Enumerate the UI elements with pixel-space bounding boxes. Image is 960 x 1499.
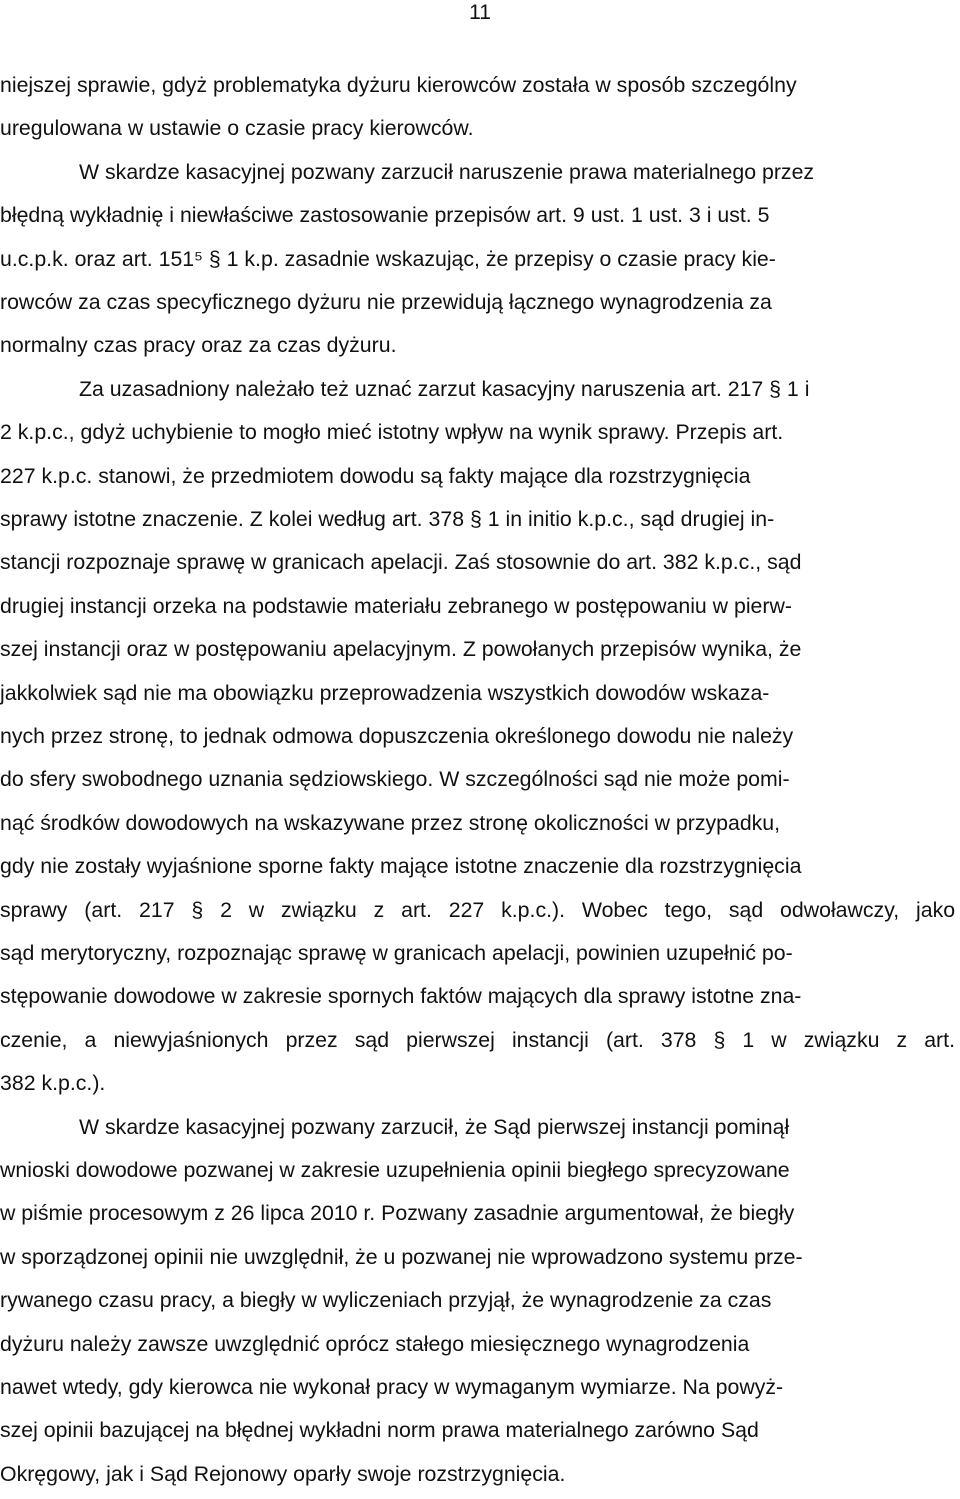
text-line: uregulowana w ustawie o czasie pracy kierowców. (0, 116, 474, 141)
text-line: rywanego czasu pracy, a biegły w wyliczeniach przyjął, że wynagrodzenie za czas (0, 1288, 772, 1313)
text-line: nąć środków dowodowych na wskazywane przez stronę okoliczności w przypadku, (0, 810, 781, 835)
text-line: normalny czas pracy oraz za czas dyżuru. (0, 333, 397, 358)
text-line: jakkolwiek sąd nie ma obowiązku przeprowadzenia wszystkich dowodów wskaza- (0, 680, 770, 705)
text-line: W skardze kasacyjnej pozwany zarzucił naruszenie prawa materialnego przez (79, 159, 815, 184)
text-line: do sfery swobodnego uznania sędziowskiego. W szczególności sąd nie może pomi- (0, 767, 790, 792)
text-line: u.c.p.k. oraz art. 151⁵ § 1 k.p. zasadnie wskazując, że przepisy o czasie pracy kie- (0, 246, 776, 271)
text-line: gdy nie zostały wyjaśnione sporne fakty mające istotne znaczenie dla rozstrzygnięcia (0, 854, 802, 879)
text-line: W skardze kasacyjnej pozwany zarzucił, że Sąd pierwszej instancji pominął (79, 1114, 790, 1139)
text-line: 2 k.p.c., gdyż uchybienie to mogło mieć istotny wpływ na wynik sprawy. Przepis art. (0, 420, 784, 445)
text-line: 227 k.p.c. stanowi, że przedmiotem dowodu są fakty mające dla rozstrzygnięcia (0, 463, 751, 488)
text-line: wnioski dowodowe pozwanej w zakresie uzupełnienia opinii biegłego sprecyzowane (0, 1158, 790, 1182)
text-line: nawet wtedy, gdy kierowca nie wykonał pracy w wymaganym wymiarze. Na powyż- (0, 1375, 784, 1399)
text-line: szej opinii bazującej na błędnej wykładni norm prawa materialnego zarówno Sąd (0, 1418, 759, 1443)
text-line: drugiej instancji orzeka na podstawie materiału zebranego w postępowaniu w pierw- (0, 593, 792, 618)
text-line: Okręgowy, jak i Sąd Rejonowy oparły swoje rozstrzygnięcia. (0, 1461, 566, 1486)
text-line: rowców za czas specyficznego dyżuru nie przewidują łącznego wynagrodzenia za (0, 290, 772, 314)
text-line: szej instancji oraz w postępowaniu apelacyjnym. Z powołanych przepisów wynika, że (0, 637, 802, 662)
text-line: błędną wykładnię i niewłaściwe zastosowanie przepisów art. 9 ust. 1 ust. 3 i ust. 5 (0, 203, 770, 228)
text-line: sprawy istotne znaczenie. Z kolei według art. 378 § 1 in initio k.p.c., sąd drugiej in- (0, 507, 775, 531)
text-line: nych przez stronę, to jednak odmowa dopuszczenia określonego dowodu nie należy (0, 724, 794, 748)
text-line: 382 k.p.c.). (0, 1071, 106, 1096)
page-number: 11 (469, 1, 491, 24)
text-line: w sporządzonej opinii nie uwzględnił, że u pozwanej nie wprowadzono systemu prze- (0, 1244, 803, 1269)
text-line: sąd merytoryczny, rozpoznając sprawę w granicach apelacji, powinien uzupełnić po- (0, 941, 793, 965)
text-line: Za uzasadniony należało też uznać zarzut kasacyjny naruszenia art. 217 § 1 i (79, 376, 810, 401)
text-line: w piśmie procesowym z 26 lipca 2010 r. Pozwany zasadnie argumentował, że biegły (0, 1201, 795, 1226)
text-line: stępowanie dowodowe w zakresie spornych faktów mających dla sprawy istotne zna- (0, 984, 802, 1009)
text-line: sprawy (art. 217 § 2 w związku z art. 227 k.p.c.). Wobec tego, sąd odwoławczy, jako (0, 897, 956, 922)
text-line: stancji rozpoznaje sprawę w granicach apelacji. Zaś stosownie do art. 382 k.p.c., sąd (0, 550, 802, 575)
text-line: dyżuru należy zawsze uwzględnić oprócz stałego miesięcznego wynagrodzenia (0, 1331, 750, 1356)
text-line: niejszej sprawie, gdyż problematyka dyżuru kierowców została w sposób szczególny (0, 73, 797, 97)
text-line: czenie, a niewyjaśnionych przez sąd pierwszej instancji (art. 378 § 1 w związku z art. (0, 1027, 955, 1052)
